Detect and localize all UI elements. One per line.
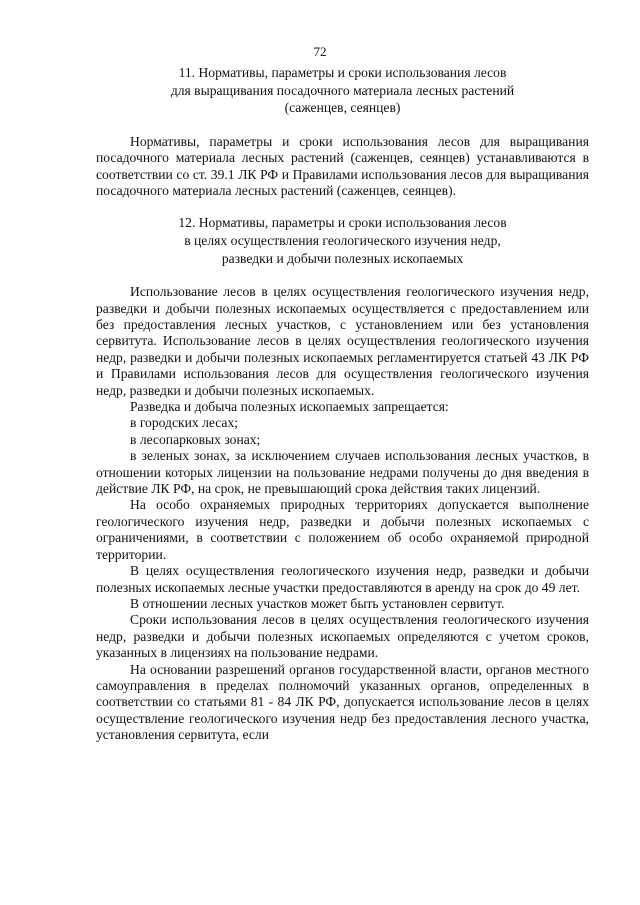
section-11-heading-line: (саженцев, сеянцев) bbox=[284, 100, 401, 116]
page-content bbox=[96, 64, 589, 744]
section-12-paragraph: Сроки использования лесов в целях осуществления геологического изучения недр, разведки и добычи полезных ископаемых определяются с учетом сроков, указанных в лицензиях на пользование недрами. bbox=[96, 612, 589, 661]
section-12-heading-line: в целях осуществления геологического изучения недр, bbox=[184, 233, 501, 248]
section-12-heading-line: разведки и добычи полезных ископаемых bbox=[221, 250, 464, 266]
section-12-paragraph: На основании разрешений органов государственной власти, органов местного самоуправления в пределах полномочий указанных органов, определенных в соответствии со статьями 81 - 84 ЛК РФ, допускается использование лесов в целях осуществление геологического изучения недр без предоставления лесного участка, установления сервитута, если bbox=[96, 661, 589, 743]
section-12-heading bbox=[96, 214, 589, 267]
section-12-list-item: в лесопарковых зонах; bbox=[130, 431, 261, 447]
section-12-paragraph: На особо охраняемых природных территориях допускается выполнение геологического изучения недр, разведки и добычи полезных ископаемых с ограничениями, в соответствии с положением об особо охраняемой природной территории. bbox=[96, 497, 589, 562]
section-11-heading bbox=[96, 64, 589, 117]
section-11-paragraph: Нормативы, параметры и сроки использования лесов для выращивания посадочного материала лесных растений (саженцев, сеянцев) устанавливаются в соответствии со ст. 39.1 ЛК РФ и Правилами использования лесов для выращивания посадочного материала лесных растений (саженцев, сеянцев). bbox=[96, 133, 589, 198]
page-number: 72 bbox=[313, 44, 327, 59]
section-12-paragraph: В целях осуществления геологического изучения недр, разведки и добычи полезных ископаемых лесные участки предоставляются в аренду на срок до 49 лет. bbox=[96, 563, 589, 595]
section-12-heading-line: 12. Нормативы, параметры и сроки использования лесов bbox=[178, 215, 507, 231]
section-12-paragraph: Использование лесов в целях осуществления геологического изучения недр, разведки и добычи полезных ископаемых осуществляется с предоставлением или без предоставления лесных участков, с установлением или без установления сервитута. Использование лесов в целях осуществления геологического изучения недр, разведки и добычи полезных ископаемых регламентируется статьей 43 ЛК РФ и Правилами использования лесов для осуществления геологического изучения недр, разведки и добычи полезных ископаемых. bbox=[96, 284, 589, 398]
section-12-list-item: в городских лесах; bbox=[130, 415, 239, 431]
section-11-heading-line: 11. Нормативы, параметры и сроки использования лесов bbox=[178, 65, 507, 80]
section-12-list-item: в зеленых зонах, за исключением случаев использования лесных участков, в отношении которых лицензии на пользование недрами получены до дня введения в действие ЛК РФ, на срок, не превышающий срока действия таких лицензий. bbox=[96, 448, 589, 497]
section-12-paragraph: В отношении лесных участков может быть установлен сервитут. bbox=[130, 595, 505, 611]
section-12-paragraph: Разведка и добыча полезных ископаемых запрещается: bbox=[130, 399, 449, 415]
section-11-heading-line: для выращивания посадочного материала лесных растений bbox=[170, 82, 515, 98]
